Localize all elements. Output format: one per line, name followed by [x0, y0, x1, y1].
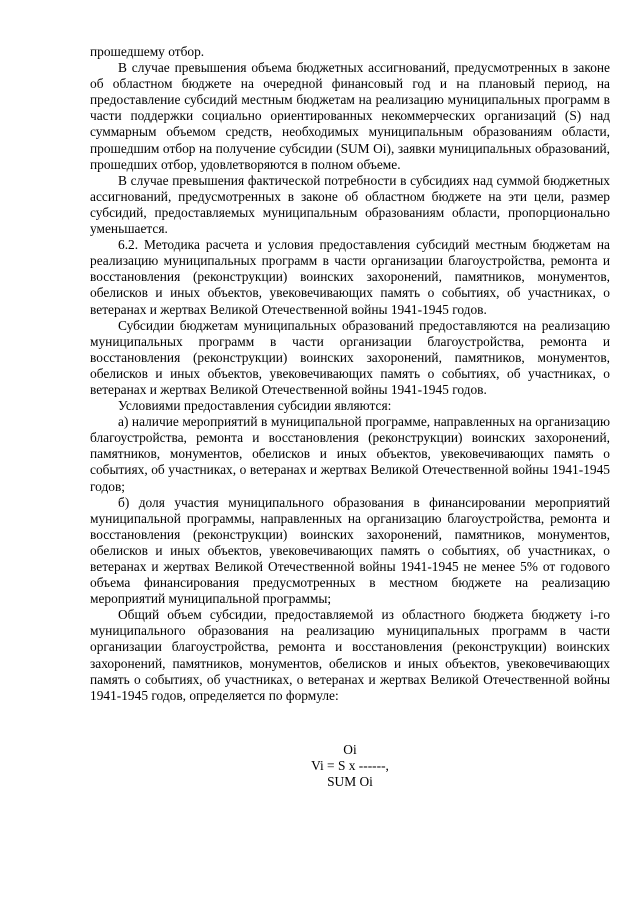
paragraph-condition-b: б) доля участия муниципального образования в финансировании мероприятий муниципальной программы, направленных на организацию благоустройства, ремонта и восстановления (реконструкции) воинских захоронений, памятников, монументов, обелисков и иных объектов, увековечивающих память о событиях, об участниках, о ветеранах и жертвах Великой Отечественной войны 1941-1945 не менее 5% от годового объема финансирования предусмотренных в местном бюджете на реализацию мероприятий муниципальной программы; — [90, 494, 610, 607]
paragraph-budget-excess: В случае превышения объема бюджетных ассигнований, предусмотренных в законе об областном бюджете на очередной финансовый год и на плановый период, на предоставление субсидий местным бюджетам на реализацию муниципальных программ в части поддержки социально ориентированных некоммерческих организаций (S) над суммарным объемом средств, необходимых муниципальным образованиям области, прошедшим отбор на получение субсидии (SUM Oi), заявки муниципальных образований, прошедших отбор, удовлетворяются в полном объеме. — [90, 60, 610, 172]
paragraph-condition-a: а) наличие мероприятий в муниципальной программе, направленных на организацию благоустройства, ремонта и восстановления (реконструкции) воинских захоронений, памятников, монументов, обелисков и иных объектов, увековечивающих память о событиях, об участниках, о ветеранах и жертвах Великой Отечественной войны 1941-1945 годов; — [90, 414, 610, 494]
formula-denominator: SUM Oi — [327, 774, 373, 790]
paragraph-subsidy-purpose: Субсидии бюджетам муниципальных образований предоставляются на реализацию муниципальных программ в части организации благоустройства, ремонта и восстановления (реконструкции) воинских захоронений, памятников, монументов, обелисков и иных объектов, увековечивающих память о событиях, об участниках, о ветеранах и жертвах Великой Отечественной войны 1941-1945 годов. — [90, 317, 610, 397]
paragraph-section-6-2: 6.2. Методика расчета и условия предоставления субсидий местным бюджетам на реализацию муниципальных программ в части организации благоустройства, ремонта и восстановления (реконструкции) воинских захоронений, памятников, монументов, обелисков и иных объектов, увековечивающих память о событиях, об участниках, о ветеранах и жертвах Великой Отечественной войны 1941-1945 годов. — [90, 237, 610, 317]
formula-main: Vi = S x ------, — [311, 757, 389, 773]
paragraph-continuation: прошедшему отбор. — [90, 44, 205, 59]
formula — [90, 742, 610, 790]
paragraph-conditions-heading: Условиями предоставления субсидии являются: — [118, 398, 392, 414]
paragraph-total-volume: Общий объем субсидии, предоставляемой из областного бюджета бюджету i-го муниципального образования на реализацию муниципальных программ в части организации благоустройства, ремонта и восстановления (реконструкции) воинских захоронений, памятников, монументов, обелисков и иных объектов, увековечивающих память о событиях, об участниках, о ветеранах и жертвах Великой Отечественной войны 1941-1945 годов, определяется по формуле: — [90, 607, 610, 703]
formula-numerator: Oi — [343, 741, 357, 757]
document-page — [90, 44, 610, 790]
paragraph-need-excess: В случае превышения фактической потребности в субсидиях над суммой бюджетных ассигнований, предусмотренных в законе об областном бюджете на эти цели, размер субсидий, предоставляемых муниципальным образованиям области, пропорционально уменьшается. — [90, 172, 610, 237]
